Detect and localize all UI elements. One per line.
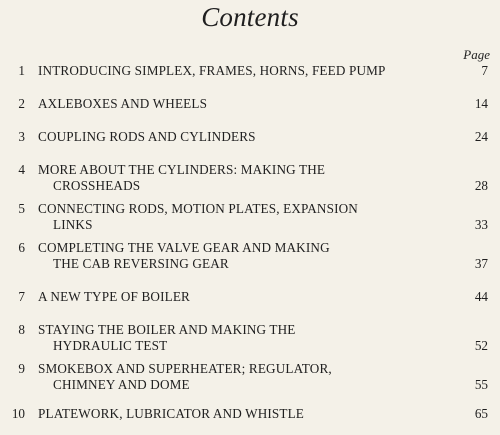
chapter-title	[38, 289, 458, 305]
chapter-title-line1: PLATEWORK, LUBRICATOR AND WHISTLE	[38, 406, 305, 421]
page-number: 37	[474, 256, 488, 271]
chapter-title-line2: HYDRAULIC TEST	[53, 338, 168, 353]
page-number: 24	[474, 129, 488, 144]
page-title: Contents	[201, 2, 299, 32]
chapter-title	[38, 162, 458, 194]
chapter-title	[38, 240, 458, 272]
chapter-title-line2: LINKS	[53, 217, 93, 232]
chapter-title-line1: AXLEBOXES AND WHEELS	[38, 96, 208, 111]
chapter-title-line1: COUPLING RODS AND CYLINDERS	[38, 129, 256, 144]
page-number: 33	[474, 217, 488, 232]
chapter-number: 7	[18, 289, 25, 304]
chapter-title-line1: STAYING THE BOILER AND MAKING THE	[38, 322, 296, 337]
chapter-title	[38, 63, 458, 79]
chapter-number: 8	[18, 322, 25, 337]
chapter-title-line2: THE CAB REVERSING GEAR	[53, 256, 229, 271]
chapter-title	[38, 96, 458, 112]
page-number: 55	[474, 377, 488, 392]
chapter-number: 4	[18, 162, 25, 177]
chapter-title	[38, 201, 458, 233]
chapter-number: 6	[18, 240, 25, 255]
chapter-title-line2: CHIMNEY AND DOME	[53, 377, 190, 392]
chapter-title-line1: MORE ABOUT THE CYLINDERS: MAKING THE	[38, 162, 326, 177]
chapter-title-line1: SMOKEBOX AND SUPERHEATER; REGULATOR,	[38, 361, 332, 376]
page-number: 7	[481, 63, 488, 78]
page-column-header: Page	[463, 47, 490, 62]
chapter-title	[38, 129, 458, 145]
chapter-number: 3	[18, 129, 25, 144]
chapter-title-line1: CONNECTING RODS, MOTION PLATES, EXPANSION	[38, 201, 358, 216]
page-number: 65	[474, 406, 488, 421]
page-number: 52	[474, 338, 488, 353]
chapter-number: 1	[18, 63, 25, 78]
page-number: 28	[474, 178, 488, 193]
chapter-number: 9	[18, 361, 25, 376]
chapter-number: 10	[11, 406, 25, 421]
chapter-title	[38, 361, 458, 393]
chapter-title-line1: A NEW TYPE OF BOILER	[38, 289, 190, 304]
chapter-number: 5	[18, 201, 25, 216]
chapter-title-line1: INTRODUCING SIMPLEX, FRAMES, HORNS, FEED PUMP	[38, 63, 386, 78]
chapter-title-line1: COMPLETING THE VALVE GEAR AND MAKING	[38, 240, 330, 255]
chapter-title	[38, 406, 458, 422]
chapter-title-line2: CROSSHEADS	[53, 178, 141, 193]
chapter-title	[38, 322, 458, 354]
chapter-number: 2	[18, 96, 25, 111]
page-number: 14	[474, 96, 488, 111]
page-number: 44	[474, 289, 488, 304]
